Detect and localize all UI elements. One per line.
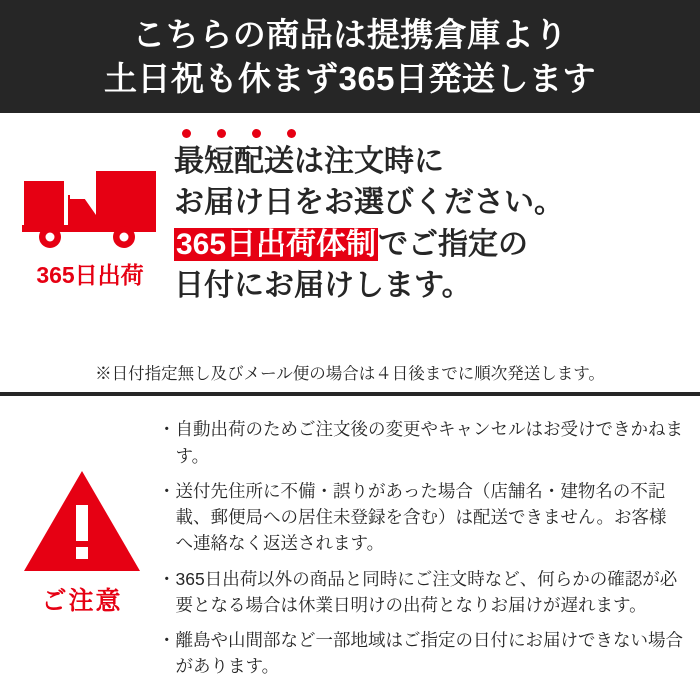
delivery-line-3 [174,224,690,265]
delivery-line-4: 日付にお届けします。 [174,269,472,303]
caution-bullet-list [158,406,688,690]
header-line-2: 土日祝も休まず365日発送します [103,59,597,97]
list-item [158,566,684,619]
delivery-line-2: お届け日をお選びください。 [174,186,564,220]
list-item [158,627,684,680]
dot-4 [287,129,296,138]
delivery-text-block [170,127,690,307]
warning-triangle-icon [20,467,144,575]
delivery-highlight: 365日出荷体制 [176,227,377,261]
truck-block [10,127,170,290]
delivery-body [10,127,690,356]
banner-header [0,0,700,113]
dot-3 [252,129,261,138]
list-item-text: 送付先住所に不備・誤りがあった場合（店舗名・建物名の不記載、郵便局への居住未登録を含む）は配送できません。お客様へ連絡なく返送されます。 [175,480,667,554]
delivery-section [0,113,700,396]
truck-label: 365日出荷 [36,262,144,288]
truck-icon [20,165,160,251]
delivery-line-1: 最短配送は注文時に [174,145,444,178]
header-line-1: こちらの商品は提携倉庫より [132,15,568,53]
dot-2 [217,129,226,138]
delivery-note: ※日付指定無し及びメール便の場合は４日後までに順次発送します。 [95,365,605,383]
bullet-marker: ・ [158,630,176,651]
dot-1 [182,129,191,138]
warning-label: ご注意 [41,587,123,615]
list-item [158,478,684,557]
warning-block [6,406,158,690]
list-item-text: 自動出荷のためご注文後の変更やキャンセルはお受けできかねます。 [175,419,683,466]
caution-section [0,396,700,700]
list-item-text: 365日出荷以外の商品と同時にご注文時など、何らかの確認が必要となる場合は休業日明けの出荷となりお届けが遅れます。 [175,568,678,615]
bullet-marker: ・ [158,419,176,440]
decorative-dots [174,129,690,138]
bullet-marker: ・ [158,568,176,589]
delivery-line-3-rest: でご指定の [378,227,529,261]
list-item-text: 離島や山間部など一部地域はご指定の日付にお届けできない場合があります。 [175,630,683,677]
bullet-marker: ・ [158,480,176,501]
list-item [158,416,684,469]
